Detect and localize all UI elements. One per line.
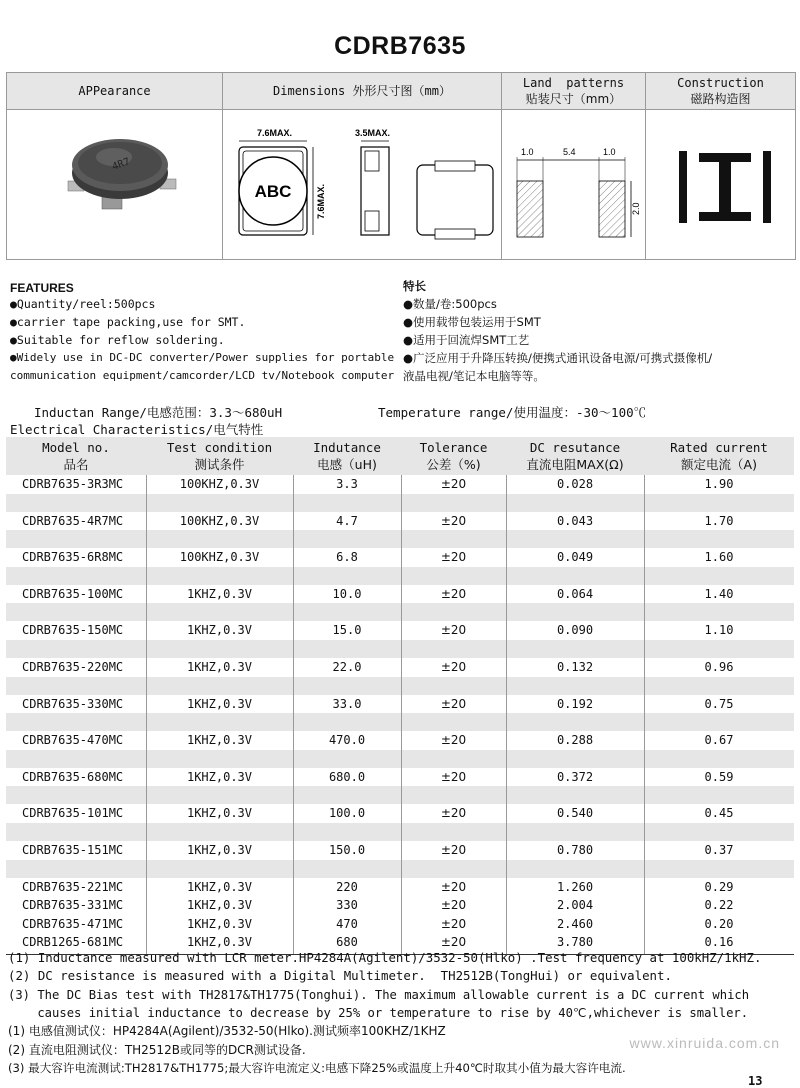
dcr-cell: 0.288 [556,733,594,748]
dimensions-header: Dimensions 外形尺寸图（mm） [223,73,501,109]
dimensions-drawing [229,121,497,253]
table-row [6,915,794,933]
row-separator-band [6,713,794,731]
row-separator-band [6,860,794,878]
feature-en-2: ●carrier tape packing,use for SMT. [10,315,246,329]
model-cell: CDRB7635-330MC [22,696,124,711]
column-header-en: DC resutance [529,440,621,455]
table-row [6,768,794,786]
row-separator-band [6,567,794,585]
column-header-cn: 品名 [63,457,89,472]
dcr-cell: 0.372 [556,769,594,784]
model-cell: CDRB7635-471MC [22,916,124,931]
tolerance-cell: ±20 [440,696,467,711]
feature-en-3: ●Suitable for reflow soldering. [10,333,225,347]
model-cell: CDRB7635-470MC [22,733,124,748]
test-condition-cell: 100KHZ,0.3V [179,477,260,491]
electrical-heading: Electrical Characteristics/电气特性 [10,422,264,437]
model-cell: CDRB7635-331MC [22,898,124,913]
rated-current-cell: 0.29 [704,879,734,894]
feature-en-5: communication equipment/camcorder/LCD tv/Notebook computer [10,369,395,382]
marking-label: ABC [254,182,292,201]
land-dim-d: 2.0 [631,202,641,215]
test-condition-cell: 1KHZ,0.3V [186,806,253,821]
inductance-cell: 22.0 [332,660,362,674]
test-condition-cell: 1KHZ,0.3V [186,623,253,638]
column-header-1 [146,437,293,475]
inductance-cell: 100.0 [328,806,366,821]
test-condition-cell: 1KHZ,0.3V [186,696,253,711]
dcr-cell: 1.260 [556,879,594,894]
rated-current-cell: 0.45 [704,806,734,821]
inductance-cell: 3.3 [336,477,358,491]
dcr-cell: 0.132 [556,660,594,674]
rated-current-cell: 0.96 [704,660,734,674]
test-condition-cell: 1KHZ,0.3V [186,916,253,931]
tolerance-cell: ±20 [440,843,467,857]
rated-current-cell: 1.40 [704,586,734,601]
feature-cn-2: ●使用载带包装运用于SMT [403,315,541,329]
table-row [6,658,794,676]
column-header-en: Test condition [166,440,273,455]
note-cn-3: (3) 最大容许电流测试:TH2817&TH1775;最大容许电流定义:电感下降25%或温度上升40℃时取其小值为最大容许电流. [8,1061,626,1075]
dcr-cell: 0.192 [556,696,594,711]
feature-en-1: ●Quantity/reel:500pcs [10,297,156,311]
component-marking: 4R7 [110,156,132,173]
dim-depth-label: 3.5MAX. [355,128,391,138]
tolerance-cell: ±20 [440,623,467,638]
feature-cn-4: ●广泛应用于升降压转换/便携式通讯设备电源/可携式摄像机/ [403,351,713,365]
features-heading: FEATURES [10,281,74,295]
table-row [6,512,794,530]
column-header-en: Tolerance [419,440,488,455]
dcr-cell: 0.780 [556,843,594,857]
model-cell: CDRB1265-681MC [22,935,124,950]
feature-en-4: ●Widely use in DC-DC converter/Power supplies for portable [10,351,395,364]
model-cell: CDRB7635-680MC [22,769,124,784]
dcr-cell: 0.064 [556,586,594,601]
table-row [6,841,794,859]
table-row [6,621,794,639]
note-en-3: (3) The DC Bias test with TH2817&TH1775(Tonghui). The maximum allowable current is a DC current which [8,988,750,1002]
inductance-cell: 15.0 [332,623,362,638]
rated-current-cell: 0.67 [704,733,734,748]
tolerance-cell: ±20 [440,916,467,931]
tolerance-cell: ±20 [440,550,467,565]
land-dim-c: 1.0 [603,147,616,157]
land-pattern-drawing [507,133,643,253]
rated-current-cell: 0.59 [704,769,734,784]
note-cn-1: (1) 电感值测试仪：HP4284A(Agilent)/3532-50(Hlko).测试频率100KHZ/1KHZ [8,1024,446,1038]
test-condition-cell: 1KHZ,0.3V [186,769,253,784]
column-header-cn: 公差（%) [426,457,481,472]
model-cell: CDRB7635-150MC [22,623,124,638]
rated-current-cell: 0.75 [704,696,734,711]
inductance-cell: 220 [336,879,358,894]
model-cell: CDRB7635-6R8MC [22,550,124,565]
model-cell: CDRB7635-151MC [22,843,124,857]
temperature-range: Temperature range/使用温度：-30～100℃ [378,405,647,420]
column-header-en: Indutance [313,440,381,455]
row-separator-band [6,494,794,512]
spec-table [6,72,796,260]
test-condition-cell: 100KHZ,0.3V [179,513,260,528]
column-header-cn: 直流电阻MAX(Ω) [526,457,624,472]
inductance-cell: 680.0 [328,769,366,784]
model-cell: CDRB7635-221MC [22,879,124,894]
feature-cn-5: 液晶电视/笔记本电脑等等。 [403,369,545,383]
rated-current-cell: 1.70 [704,513,734,528]
construction-cn: 磁路构造图 [690,92,751,106]
tolerance-cell: ±20 [440,935,467,950]
tolerance-cell: ±20 [440,586,467,601]
column-header-cn: 测试条件 [194,457,245,472]
inductance-cell: 330 [336,898,358,913]
column-header-en: Model no. [42,440,110,455]
dim-width-label: 7.6MAX. [257,128,293,138]
test-condition-cell: 1KHZ,0.3V [186,660,253,674]
dcr-cell: 0.028 [556,477,594,491]
note-en-2: (2) DC resistance is measured with a Digital Multimeter. TH2512B(TongHui) or equivalent. [8,968,672,983]
table-row [6,896,794,914]
tolerance-cell: ±20 [440,879,467,894]
test-condition-cell: 1KHZ,0.3V [186,879,253,894]
column-header-5 [644,437,794,475]
inductor-photo [62,131,182,221]
appearance-header: APPearance [7,73,222,109]
inductance-cell: 470 [336,916,358,931]
model-cell: CDRB7635-4R7MC [22,513,124,528]
note-cn-2: (2) 直流电阻测试仪：TH2512B或同等的DCR测试设备. [8,1043,306,1057]
rated-current-cell: 0.37 [704,843,734,857]
inductance-cell: 680 [336,935,358,950]
dcr-cell: 3.780 [556,935,594,950]
land-dim-a: 1.0 [521,147,534,157]
test-condition-cell: 100KHZ,0.3V [179,550,260,565]
rated-current-cell: 1.10 [704,623,734,638]
row-separator-band [6,640,794,658]
feature-cn-1: ●数量/卷:500pcs [403,297,497,311]
column-header-0 [6,437,146,475]
rated-current-cell: 1.60 [704,550,734,565]
inductance-cell: 150.0 [328,843,366,857]
test-condition-cell: 1KHZ,0.3V [186,898,253,913]
inductance-cell: 10.0 [332,586,362,601]
table-row [6,475,794,493]
tolerance-cell: ±20 [440,769,467,784]
test-condition-cell: 1KHZ,0.3V [186,843,253,857]
table-row [6,548,794,566]
row-separator-band [6,530,794,548]
dcr-cell: 0.049 [556,550,594,565]
inductance-cell: 33.0 [332,696,362,711]
model-cell: CDRB7635-220MC [22,660,124,674]
row-separator-band [6,603,794,621]
dcr-cell: 0.043 [556,513,594,528]
inductance-range: Inductan Range/电感范围：3.3～680uH [34,405,283,420]
table-row [6,585,794,603]
model-cell: CDRB7635-101MC [22,806,124,821]
page-number: 13 [748,1074,763,1088]
tolerance-cell: ±20 [440,733,467,748]
model-cell: CDRB7635-3R3MC [22,477,124,491]
features-heading-cn: 特长 [403,279,426,293]
rated-current-cell: 1.90 [704,477,734,491]
column-header-en: Rated current [670,440,768,455]
table-row [6,878,794,896]
tolerance-cell: ±20 [440,660,467,674]
dcr-cell: 2.460 [556,916,594,931]
page-title: CDRB7635 [334,32,466,60]
inductance-cell: 470.0 [328,733,366,748]
land-dim-b: 5.4 [563,147,576,157]
row-separator-band [6,750,794,768]
rated-current-cell: 0.20 [704,916,734,931]
land-patterns-header [502,73,645,109]
row-separator-band [6,786,794,804]
tolerance-cell: ±20 [440,513,467,528]
watermark: www.xinruida.com.cn [629,1035,780,1051]
land-patterns-en: Land patterns [522,76,625,90]
construction-drawing [679,151,771,223]
rated-current-cell: 0.22 [704,898,734,913]
dcr-cell: 2.004 [556,898,594,913]
row-separator-band [6,823,794,841]
table-row [6,731,794,749]
rated-current-cell: 0.16 [704,935,734,950]
column-header-3 [401,437,506,475]
column-header-2 [293,437,401,475]
table-row [6,804,794,822]
test-condition-cell: 1KHZ,0.3V [186,935,253,950]
dcr-cell: 0.090 [556,623,594,638]
tolerance-cell: ±20 [440,477,467,491]
column-header-cn: 额定电流（A) [681,457,757,472]
land-patterns-cn: 贴装尺寸（mm） [525,92,622,106]
note-en-1: (1) Inductance measured with LCR meter.HP4284A(Agilent)/3532-50(Hlko) .Test frequency at 100kHZ/1kHZ. [8,950,762,965]
feature-cn-3: ●适用于回流焊SMT工艺 [403,333,530,347]
tolerance-cell: ±20 [440,898,467,913]
construction-en: Construction [677,76,764,90]
dcr-cell: 0.540 [556,806,594,821]
inductance-cell: 6.8 [336,550,358,565]
table-row [6,695,794,713]
column-header-4 [506,437,644,475]
inductance-cell: 4.7 [336,513,358,528]
test-condition-cell: 1KHZ,0.3V [186,586,253,601]
construction-header [646,73,795,109]
note-en-4: causes initial inductance to decrease by 25% or temperature to rise by 40℃,whichever is smaller. [8,1006,749,1020]
row-separator-band [6,677,794,695]
test-condition-cell: 1KHZ,0.3V [186,733,253,748]
dim-height-label: 7.6MAX. [316,183,326,219]
column-header-cn: 电感（uH) [317,457,377,472]
tolerance-cell: ±20 [440,806,467,821]
model-cell: CDRB7635-100MC [22,586,124,601]
